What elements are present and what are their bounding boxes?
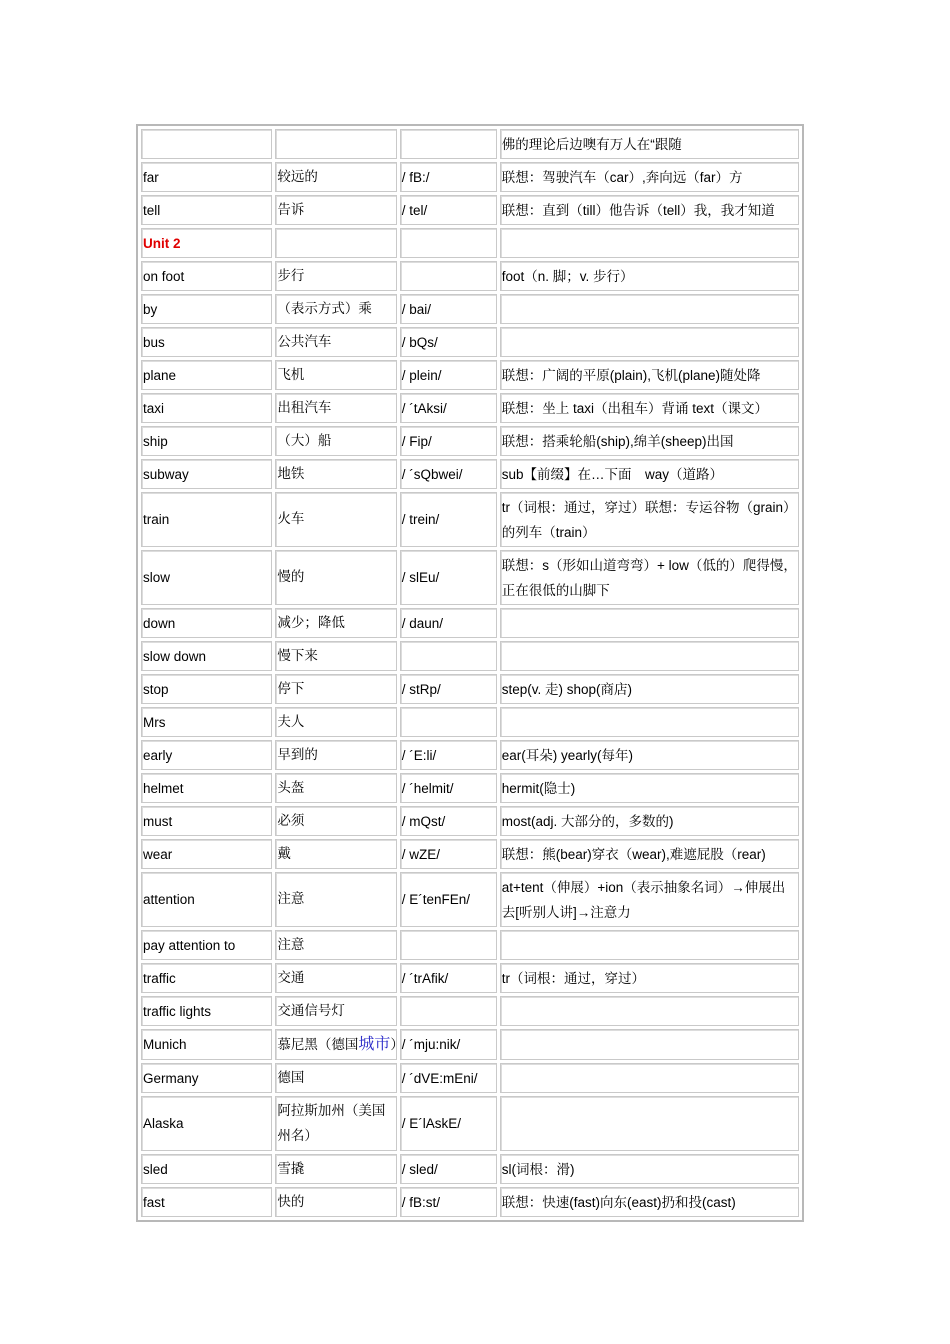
table-row xyxy=(141,129,799,159)
table-row xyxy=(141,195,799,225)
note-cell xyxy=(500,608,799,638)
note-cell xyxy=(500,930,799,960)
word-cell: on foot xyxy=(141,261,272,291)
word-cell: train xyxy=(141,492,272,547)
phonetic-cell xyxy=(400,707,497,737)
table-row xyxy=(141,1154,799,1184)
phonetic-cell xyxy=(400,261,497,291)
word-cell: Alaska xyxy=(141,1096,272,1151)
meaning-city-link[interactable]: 城市 xyxy=(358,1034,391,1053)
note-cell: hermit(隐士) xyxy=(500,773,799,803)
meaning-cell: 阿拉斯加州（美国州名） xyxy=(275,1096,396,1151)
meaning-text-end: ） xyxy=(390,1037,404,1053)
table-row xyxy=(141,872,799,927)
meaning-cell: 火车 xyxy=(275,492,396,547)
note-cell: ear(耳朵) yearly(每年) xyxy=(500,740,799,770)
phonetic-cell: / E´lAskE/ xyxy=(400,1096,497,1151)
table-row xyxy=(141,641,799,671)
note-cell: 联想：坐上 taxi（出租车）背诵 text（课文） xyxy=(500,393,799,423)
phonetic-cell: / mQst/ xyxy=(400,806,497,836)
word-cell: fast xyxy=(141,1187,272,1217)
phonetic-cell: / E´tenFEn/ xyxy=(400,872,497,927)
table-row xyxy=(141,806,799,836)
table-row xyxy=(141,1187,799,1217)
meaning-cell: 较远的 xyxy=(275,162,396,192)
table-row xyxy=(141,426,799,456)
meaning-cell: 雪撬 xyxy=(275,1154,396,1184)
phonetic-cell xyxy=(400,228,497,258)
phonetic-cell: / wZE/ xyxy=(400,839,497,869)
phonetic-cell: / sled/ xyxy=(400,1154,497,1184)
word-cell xyxy=(141,129,272,159)
meaning-cell xyxy=(275,1029,404,1060)
meaning-cell: 交通 xyxy=(275,963,396,993)
meaning-cell: 注意 xyxy=(275,872,396,927)
word-cell: Unit 2 xyxy=(141,228,272,258)
note-cell xyxy=(500,1063,799,1093)
meaning-cell: 停下 xyxy=(275,674,396,704)
word-cell: must xyxy=(141,806,272,836)
word-cell: bus xyxy=(141,327,272,357)
meaning-cell: 德国 xyxy=(275,1063,396,1093)
word-cell: Munich xyxy=(141,1029,272,1060)
word-cell: stop xyxy=(141,674,272,704)
meaning-cell: 地铁 xyxy=(275,459,396,489)
note-cell xyxy=(500,996,799,1026)
unit-header-row xyxy=(141,228,799,258)
vocabulary-table-body xyxy=(141,129,799,1217)
phonetic-cell: / bai/ xyxy=(400,294,497,324)
note-cell: foot（n. 脚；v. 步行） xyxy=(500,261,799,291)
table-row xyxy=(141,996,799,1026)
phonetic-cell xyxy=(400,641,497,671)
phonetic-cell: / ´tAksi/ xyxy=(400,393,497,423)
note-cell xyxy=(500,294,799,324)
word-cell: Mrs xyxy=(141,707,272,737)
note-cell xyxy=(500,327,799,357)
table-row xyxy=(141,963,799,993)
word-cell: Germany xyxy=(141,1063,272,1093)
table-row xyxy=(141,674,799,704)
meaning-cell: 出租汽车 xyxy=(275,393,396,423)
note-cell: 联想：快速(fast)向东(east)扔和投(cast) xyxy=(500,1187,799,1217)
meaning-cell: 飞机 xyxy=(275,360,396,390)
phonetic-cell: / ´mju:nik/ xyxy=(400,1029,497,1060)
table-row xyxy=(141,327,799,357)
phonetic-cell xyxy=(400,930,497,960)
table-row xyxy=(141,608,799,638)
word-cell: slow down xyxy=(141,641,272,671)
meaning-cell: （表示方式）乘 xyxy=(275,294,396,324)
word-cell: early xyxy=(141,740,272,770)
meaning-cell: 注意 xyxy=(275,930,396,960)
meaning-cell xyxy=(275,228,396,258)
word-cell: traffic lights xyxy=(141,996,272,1026)
meaning-cell: 头盔 xyxy=(275,773,396,803)
meaning-cell: 快的 xyxy=(275,1187,396,1217)
meaning-cell: 减少；降低 xyxy=(275,608,396,638)
word-cell: attention xyxy=(141,872,272,927)
meaning-cell: 戴 xyxy=(275,839,396,869)
note-cell xyxy=(500,707,799,737)
note-cell: 联想：驾驶汽车（car）,奔向远（far）方 xyxy=(500,162,799,192)
word-cell: tell xyxy=(141,195,272,225)
word-cell: plane xyxy=(141,360,272,390)
note-cell xyxy=(500,1096,799,1151)
note-cell: sl(词根：滑) xyxy=(500,1154,799,1184)
meaning-cell: 公共汽车 xyxy=(275,327,396,357)
phonetic-cell: / stRp/ xyxy=(400,674,497,704)
phonetic-cell: / ´trAfik/ xyxy=(400,963,497,993)
phonetic-cell: / ´helmit/ xyxy=(400,773,497,803)
note-cell: 联想：直到（till）他告诉（tell）我，我才知道 xyxy=(500,195,799,225)
table-row xyxy=(141,839,799,869)
phonetic-cell: / fB:st/ xyxy=(400,1187,497,1217)
table-row xyxy=(141,360,799,390)
meaning-cell: 步行 xyxy=(275,261,396,291)
table-row xyxy=(141,492,799,547)
table-row xyxy=(141,294,799,324)
note-cell: 联想：搭乘轮船(ship),绵羊(sheep)出国 xyxy=(500,426,799,456)
note-cell: 联想：s（形如山道弯弯）+ low（低的）爬得慢，正在很低的山脚下 xyxy=(500,550,799,605)
word-cell: wear xyxy=(141,839,272,869)
table-row xyxy=(141,773,799,803)
phonetic-cell: / tel/ xyxy=(400,195,497,225)
note-cell: sub【前缀】在…下面 way（道路） xyxy=(500,459,799,489)
phonetic-cell: / plein/ xyxy=(400,360,497,390)
phonetic-cell xyxy=(400,129,497,159)
meaning-cell: 早到的 xyxy=(275,740,396,770)
phonetic-cell: / ´E:li/ xyxy=(400,740,497,770)
note-cell xyxy=(500,1029,799,1060)
phonetic-cell: / slEu/ xyxy=(400,550,497,605)
table-row xyxy=(141,459,799,489)
word-cell: ship xyxy=(141,426,272,456)
word-cell: traffic xyxy=(141,963,272,993)
meaning-cell: 慢下来 xyxy=(275,641,396,671)
meaning-cell: 告诉 xyxy=(275,195,396,225)
note-cell: most(adj. 大部分的，多数的) xyxy=(500,806,799,836)
table-row xyxy=(141,740,799,770)
table-row xyxy=(141,393,799,423)
table-row xyxy=(141,1096,799,1151)
vocabulary-table xyxy=(136,124,804,1222)
meaning-cell: （大）船 xyxy=(275,426,396,456)
note-cell: step(v. 走) shop(商店) xyxy=(500,674,799,704)
phonetic-cell: / Fip/ xyxy=(400,426,497,456)
note-cell: tr（词根：通过，穿过）联想：专运谷物（grain）的列车（train） xyxy=(500,492,799,547)
note-cell: 联想：熊(bear)穿衣（wear),难遮屁股（rear) xyxy=(500,839,799,869)
word-cell: down xyxy=(141,608,272,638)
note-cell: 联想：广阔的平原(plain),飞机(plane)随处降 xyxy=(500,360,799,390)
note-cell: at+tent（伸展）+ion（表示抽象名词）→伸展出去[听别人讲]→注意力 xyxy=(500,872,799,927)
meaning-cell: 夫人 xyxy=(275,707,396,737)
word-cell: far xyxy=(141,162,272,192)
word-cell: taxi xyxy=(141,393,272,423)
meaning-cell: 慢的 xyxy=(275,550,396,605)
word-cell: sled xyxy=(141,1154,272,1184)
phonetic-cell: / trein/ xyxy=(400,492,497,547)
phonetic-cell: / ´sQbwei/ xyxy=(400,459,497,489)
meaning-cell xyxy=(275,129,396,159)
meaning-cell: 交通信号灯 xyxy=(275,996,396,1026)
note-cell xyxy=(500,228,799,258)
phonetic-cell: / bQs/ xyxy=(400,327,497,357)
meaning-cell: 必须 xyxy=(275,806,396,836)
word-cell: helmet xyxy=(141,773,272,803)
word-cell: by xyxy=(141,294,272,324)
phonetic-cell: / fB:/ xyxy=(400,162,497,192)
phonetic-cell xyxy=(400,996,497,1026)
note-cell: tr（词根：通过，穿过） xyxy=(500,963,799,993)
table-row xyxy=(141,1029,799,1060)
table-row xyxy=(141,1063,799,1093)
note-cell xyxy=(500,641,799,671)
word-cell: pay attention to xyxy=(141,930,272,960)
phonetic-cell: / ´dVE:mEni/ xyxy=(400,1063,497,1093)
table-row xyxy=(141,707,799,737)
phonetic-cell: / daun/ xyxy=(400,608,497,638)
word-cell: subway xyxy=(141,459,272,489)
table-row xyxy=(141,162,799,192)
table-row xyxy=(141,261,799,291)
meaning-text: 慕尼黑（德国 xyxy=(277,1037,359,1053)
word-cell: slow xyxy=(141,550,272,605)
table-row xyxy=(141,550,799,605)
note-cell: 佛的理论后边噢有万人在“跟随 xyxy=(500,129,799,159)
table-row xyxy=(141,930,799,960)
